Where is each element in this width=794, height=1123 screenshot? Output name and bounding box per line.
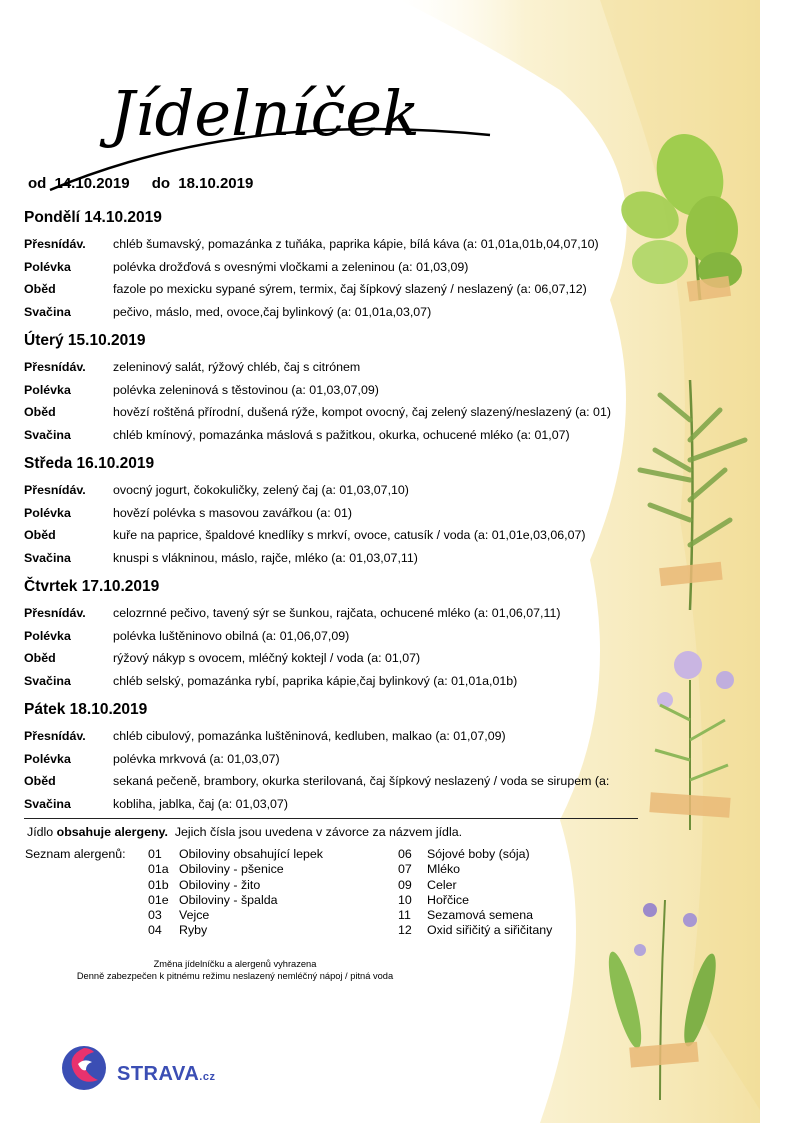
meal-label: Svačina	[24, 796, 71, 811]
meal-text: hovězí polévka s masovou zavářkou (a: 01)	[113, 505, 352, 520]
meal-text: polévka luštěninovo obilná (a: 01,06,07,09)	[113, 628, 350, 643]
meal-text: celozrnné pečivo, tavený sýr se šunkou, rajčata, ochucené mléko (a: 01,06,07,11)	[113, 606, 561, 620]
meal-row	[24, 625, 744, 648]
allergen-name: Obiloviny - špalda	[179, 892, 278, 907]
meal-text: polévka drožďová s ovesnými vločkami a zeleninou (a: 01,03,09)	[113, 259, 469, 274]
allergen-code: 04	[148, 923, 162, 938]
day-tuesday	[24, 330, 744, 446]
meal-row	[24, 424, 744, 447]
allergen-note-bold: obsahuje alergeny.	[56, 825, 168, 839]
allergen-code: 01b	[148, 877, 169, 892]
allergen-name: Obiloviny obsahující lepek	[179, 847, 323, 861]
meal-text: ovocný jogurt, čokokuličky, zelený čaj (a: 01,03,07,10)	[113, 483, 409, 497]
meal-row	[24, 748, 744, 771]
day-title: Středa 16.10.2019	[24, 455, 155, 472]
meal-label: Oběd	[24, 282, 56, 296]
day-title: Úterý 15.10.2019	[24, 332, 146, 349]
allergen-item	[148, 893, 378, 908]
allergen-note	[27, 825, 462, 839]
meal-row	[24, 401, 744, 424]
meal-row	[24, 547, 744, 570]
meal-text: hovězí roštěná přírodní, dušená rýže, kompot ovocný, čaj zelený slazený/neslazený (a: 01)	[113, 405, 611, 419]
day-monday	[24, 207, 744, 323]
meal-row	[24, 602, 744, 625]
allergen-column-2	[398, 847, 618, 939]
date-range	[28, 175, 253, 192]
allergen-name: Ryby	[179, 923, 208, 938]
meal-row	[24, 770, 744, 793]
meal-row	[24, 379, 744, 402]
allergen-code: 12	[398, 923, 412, 938]
allergen-name: Sójové boby (sója)	[427, 847, 530, 861]
meal-label: Svačina	[24, 427, 71, 442]
meal-label: Oběd	[24, 651, 56, 665]
from-label: od	[28, 175, 47, 192]
allergen-code: 03	[148, 908, 162, 923]
meal-text: zeleninový salát, rýžový chléb, čaj s citrónem	[113, 360, 361, 374]
meal-label: Svačina	[24, 673, 71, 688]
day-title: Pondělí 14.10.2019	[24, 209, 162, 226]
meal-row	[24, 670, 744, 693]
meal-row	[24, 524, 744, 547]
allergen-item	[398, 893, 618, 908]
allergen-item	[398, 862, 618, 877]
allergen-list-label: Seznam alergenů:	[25, 847, 126, 861]
footer-line-1: Změna jídelníčku a alergenů vyhrazena	[153, 959, 317, 969]
meal-row	[24, 301, 744, 324]
page-title-text: Jídelníček	[110, 77, 420, 150]
meal-label: Přesnídáv.	[24, 483, 86, 497]
allergen-name: Sezamová semena	[427, 908, 534, 923]
day-title: Čtvrtek 17.10.2019	[24, 578, 160, 595]
meal-row	[24, 278, 744, 301]
logo-text	[117, 1063, 215, 1086]
logo-suffix: .cz	[199, 1071, 216, 1083]
meal-label: Oběd	[24, 774, 56, 788]
meal-text: rýžový nákyp s ovocem, mléčný koktejl / voda (a: 01,07)	[113, 651, 421, 665]
meal-row	[24, 793, 744, 816]
day-thursday	[24, 576, 744, 692]
meal-text: polévka mrkvová (a: 01,03,07)	[113, 751, 280, 766]
meal-text: polévka zeleninová s těstovinou (a: 01,03,07,09)	[113, 382, 379, 397]
meal-row	[24, 725, 744, 748]
meal-label: Přesnídáv.	[24, 606, 86, 620]
logo-word: STRAVA	[117, 1063, 200, 1085]
meal-label: Oběd	[24, 528, 56, 542]
divider	[24, 818, 638, 819]
meal-row	[24, 356, 744, 379]
allergen-name: Celer	[427, 877, 457, 892]
allergen-name: Vejce	[179, 908, 210, 923]
day-friday	[24, 699, 744, 815]
allergen-note-pre: Jídlo	[27, 825, 57, 839]
allergen-item	[398, 908, 618, 923]
meal-label: Polévka	[24, 382, 71, 397]
meal-label: Svačina	[24, 304, 71, 319]
meal-text: knuspi s vlákninou, máslo, rajče, mléko (a: 01,03,07,11)	[113, 550, 418, 565]
allergen-code: 01a	[148, 862, 169, 877]
allergen-name: Oxid siřičitý a siřičitany	[427, 923, 553, 938]
allergen-item	[398, 878, 618, 893]
allergen-column-1	[148, 847, 378, 939]
footer-note	[0, 958, 470, 982]
meal-row	[24, 233, 744, 256]
meal-text: pečivo, máslo, med, ovoce,čaj bylinkový (a: 01,01a,03,07)	[113, 304, 432, 319]
meal-text: chléb cibulový, pomazánka luštěninová, kedluben, malkao (a: 01,07,09)	[113, 729, 506, 743]
meal-label: Přesnídáv.	[24, 729, 86, 743]
allergen-item	[148, 862, 378, 877]
allergen-item	[148, 923, 378, 938]
meal-row	[24, 256, 744, 279]
allergen-name: Hořčice	[427, 892, 469, 907]
meal-label: Polévka	[24, 505, 71, 520]
allergen-item	[148, 878, 378, 893]
allergen-name: Obiloviny - žito	[179, 877, 261, 892]
meal-row	[24, 502, 744, 525]
allergen-item	[148, 847, 378, 862]
meal-text: chléb šumavský, pomazánka z tuňáka, paprika kápie, bílá káva (a: 01,01a,01b,04,07,10)	[113, 237, 599, 251]
allergen-code: 09	[398, 877, 412, 892]
meal-label: Polévka	[24, 751, 71, 766]
allergen-code: 01	[148, 847, 162, 861]
from-date: 14.10.2019	[54, 175, 130, 192]
allergen-item	[148, 908, 378, 923]
meal-label: Přesnídáv.	[24, 237, 86, 251]
meal-row	[24, 647, 744, 670]
allergen-code: 11	[398, 908, 411, 923]
allergen-name: Obiloviny - pšenice	[179, 862, 284, 877]
meal-label: Polévka	[24, 259, 71, 274]
allergen-code: 06	[398, 847, 412, 861]
meal-label: Svačina	[24, 550, 71, 565]
to-date: 18.10.2019	[178, 175, 254, 192]
meal-label: Přesnídáv.	[24, 360, 86, 374]
day-wednesday	[24, 453, 744, 569]
allergen-code: 01e	[148, 892, 169, 907]
to-label: do	[151, 175, 171, 192]
meal-text: sekaná pečeně, brambory, okurka sterilovaná, čaj šípkový neslazený / voda se sirupem (a:	[113, 774, 610, 788]
meal-text: kobliha, jablka, čaj (a: 01,03,07)	[113, 796, 288, 811]
meal-text: chléb kmínový, pomazánka máslová s pažitkou, okurka, ochucené mléko (a: 01,07)	[113, 427, 570, 442]
meal-row	[24, 479, 744, 502]
allergen-name: Mléko	[427, 862, 461, 877]
day-title: Pátek 18.10.2019	[24, 701, 148, 718]
meal-label: Polévka	[24, 628, 71, 643]
allergen-item	[398, 847, 618, 862]
allergen-code: 07	[398, 862, 412, 877]
meal-text: kuře na paprice, špaldové knedlíky s mrkví, ovoce, catusík / voda (a: 01,01e,03,06,07)	[113, 528, 586, 542]
meal-text: chléb selský, pomazánka rybí, paprika kápie,čaj bylinkový (a: 01,01a,01b)	[113, 673, 518, 688]
allergen-item	[398, 923, 618, 938]
allergen-code: 10	[398, 892, 412, 907]
meal-text: fazole po mexicku sypané sýrem, termix, čaj šípkový slazený / neslazený (a: 06,07,12)	[113, 282, 587, 296]
meal-label: Oběd	[24, 405, 56, 419]
allergen-note-post: Jejich čísla jsou uvedena v závorce za názvem jídla.	[167, 825, 463, 839]
footer-line-2: Denně zabezpečen k pitnému režimu neslazený nemléčný nápoj / pitná voda	[76, 971, 394, 981]
